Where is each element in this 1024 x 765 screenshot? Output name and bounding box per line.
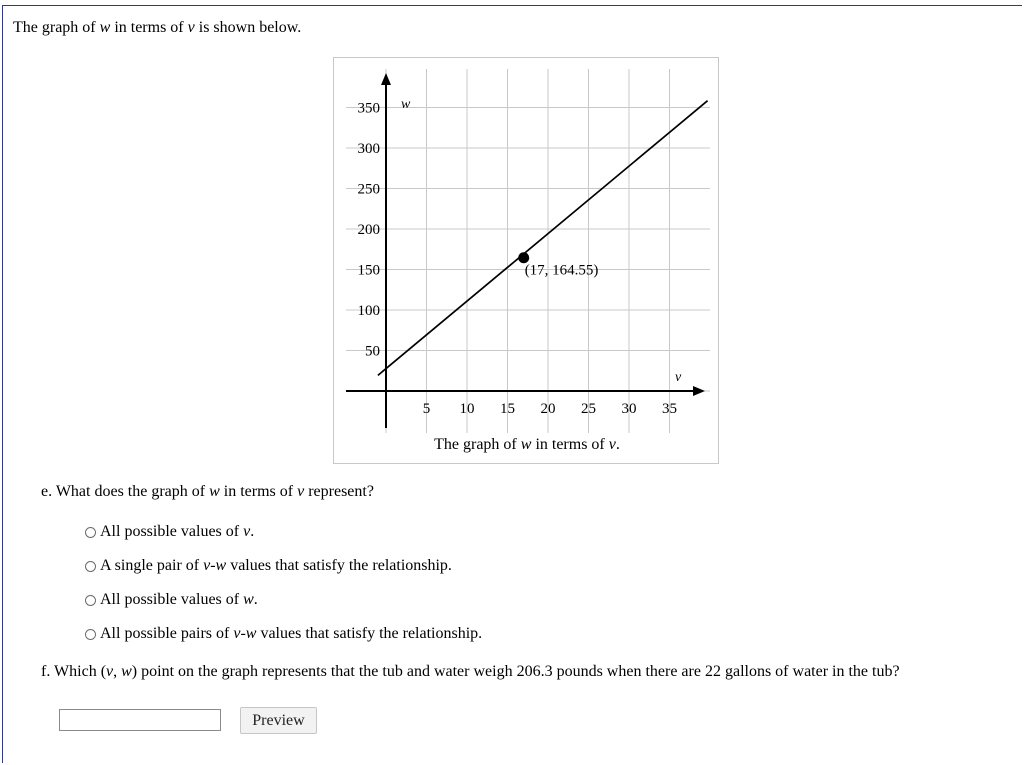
x-tick-label: 20 bbox=[540, 401, 556, 417]
option-text: All possible pairs of bbox=[100, 625, 234, 642]
option-text: All possible values of bbox=[100, 591, 244, 608]
y-axis-arrow bbox=[381, 73, 391, 85]
option-all-pairs[interactable] bbox=[85, 625, 482, 643]
y-tick-label: 150 bbox=[357, 262, 380, 279]
x-axis-label: v bbox=[675, 370, 682, 385]
option-label bbox=[100, 523, 254, 541]
option-var: w bbox=[215, 557, 227, 574]
option-var: v bbox=[233, 625, 241, 642]
question-f-part: , bbox=[113, 663, 122, 680]
option-var: v bbox=[203, 557, 211, 574]
question-e-part: represent? bbox=[304, 483, 374, 500]
intro-text bbox=[13, 19, 301, 37]
question-e-part: in terms of bbox=[219, 483, 298, 500]
option-text: values that satisfy the relationship. bbox=[226, 557, 452, 574]
y-tick-label: 50 bbox=[365, 343, 380, 360]
intro-var-v: v bbox=[187, 19, 195, 36]
question-f-var-w: w bbox=[121, 663, 132, 680]
intro-part: is shown below. bbox=[194, 19, 302, 36]
option-text: - bbox=[210, 557, 216, 574]
radio-button[interactable] bbox=[85, 629, 96, 640]
question-e-var-w: w bbox=[209, 483, 220, 500]
option-var: w bbox=[245, 625, 257, 642]
graph-container bbox=[333, 57, 719, 464]
x-tick-label: 30 bbox=[621, 401, 637, 417]
answer-input[interactable] bbox=[59, 709, 221, 731]
question-e-var-v: v bbox=[297, 483, 305, 500]
question-e bbox=[41, 483, 374, 501]
intro-part: The graph of bbox=[13, 19, 100, 36]
option-var: v bbox=[243, 523, 251, 540]
y-tick-label: 200 bbox=[357, 222, 380, 238]
option-text: A single pair of bbox=[100, 557, 204, 574]
option-label bbox=[100, 591, 258, 609]
y-axis-label: w bbox=[401, 97, 411, 112]
y-tick-label: 100 bbox=[357, 303, 380, 319]
data-point-label: (17, 164.55) bbox=[524, 262, 599, 279]
preview-button[interactable]: Preview bbox=[240, 707, 317, 734]
x-tick-label: 5 bbox=[422, 401, 431, 417]
option-text: values that satisfy the relationship. bbox=[256, 625, 483, 642]
caption-part: . bbox=[615, 436, 620, 453]
data-point bbox=[518, 252, 529, 263]
caption-var-v: v bbox=[608, 436, 616, 453]
option-label bbox=[100, 557, 452, 575]
x-tick-label: 10 bbox=[459, 401, 475, 417]
intro-part: in terms of bbox=[110, 19, 188, 36]
question-e-part: e. What does the graph of bbox=[41, 483, 210, 500]
axes bbox=[346, 73, 705, 428]
x-tick-label: 25 bbox=[581, 401, 596, 417]
option-single-pair[interactable] bbox=[85, 557, 452, 575]
series-line bbox=[378, 101, 708, 376]
y-tick-label: 250 bbox=[357, 181, 380, 198]
graph-caption bbox=[434, 436, 620, 453]
option-all-values-w[interactable] bbox=[85, 591, 258, 609]
caption-var-w: w bbox=[520, 436, 532, 453]
option-text: . bbox=[250, 523, 255, 540]
option-all-values-v[interactable] bbox=[85, 523, 254, 541]
question-f-part: ) point on the graph represents that the tub and water weigh 206.3 pounds when there are 22 gallons of water in the tub? bbox=[131, 663, 900, 680]
radio-button[interactable] bbox=[85, 595, 96, 606]
x-tick-label: 35 bbox=[662, 401, 677, 417]
y-tick-label: 300 bbox=[357, 141, 380, 157]
question-f-var-v: v bbox=[106, 663, 114, 680]
question-f-part: f. Which ( bbox=[41, 663, 107, 680]
question-f bbox=[41, 663, 900, 681]
radio-button[interactable] bbox=[85, 561, 96, 572]
option-text: All possible values of bbox=[100, 523, 244, 540]
caption-part: The graph of bbox=[434, 436, 521, 453]
option-label bbox=[100, 625, 482, 643]
points-group bbox=[518, 252, 598, 278]
series-group bbox=[378, 101, 708, 376]
option-text: - bbox=[240, 625, 246, 642]
intro-var-w: w bbox=[99, 19, 111, 36]
graph-svg bbox=[334, 58, 720, 465]
option-var: w bbox=[243, 591, 254, 608]
x-axis-arrow bbox=[693, 386, 705, 396]
x-tick-label: 15 bbox=[500, 401, 515, 417]
y-tick-label: 350 bbox=[357, 100, 380, 117]
option-text: . bbox=[253, 591, 258, 608]
caption-part: in terms of bbox=[531, 436, 609, 453]
radio-button[interactable] bbox=[85, 527, 96, 538]
